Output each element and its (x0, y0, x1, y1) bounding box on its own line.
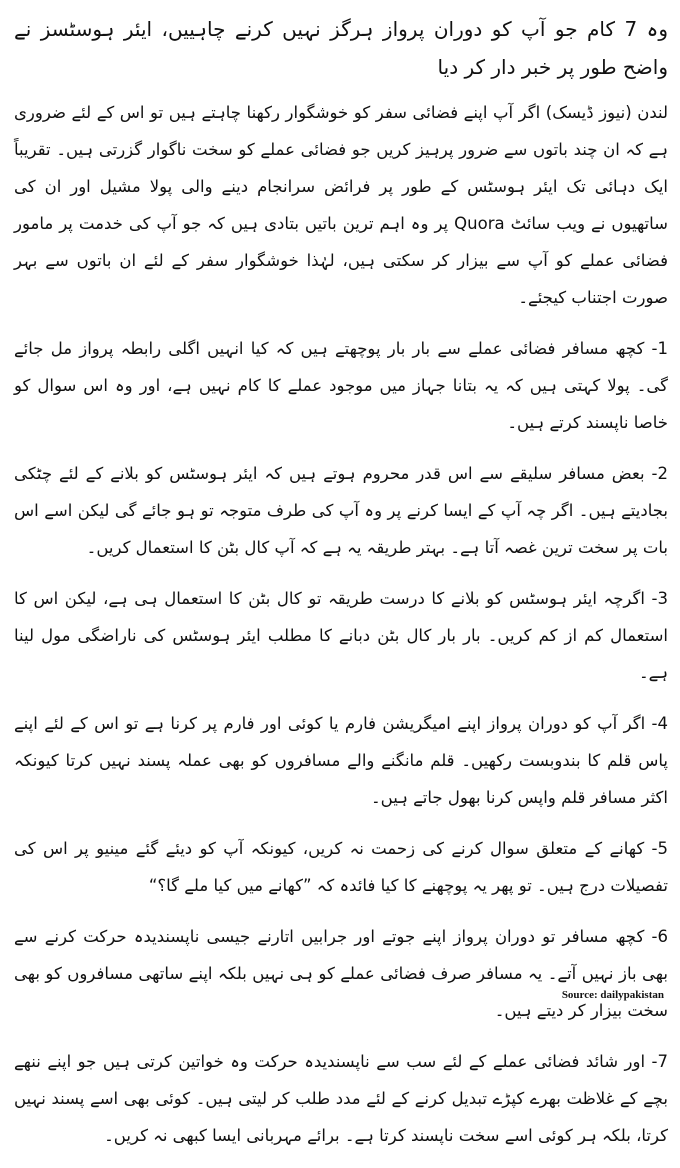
article-intro: لندن (نیوز ڈیسک) اگر آپ اپنے فضائی سفر کو خوشگوار رکھنا چاہتے ہیں تو اس کے لئے ضروری ہے کہ ان چند باتوں سے ضرور پرہیز کریں جو فضائی عملے کو سخت ناگوار گزرتی ہیں۔ تقریباً ایک دہائی تک ایئر ہوسٹس کے طور پر فرائض سرانجام دینے والی پولا مشیل اور ان کی ساتھیوں نے ویب سائٹ Quora پر وہ اہم ترین باتیں بتادی ہیں کہ جو آپ کی خدمت پر مامور فضائی عملے کو آپ سے بیزار کر سکتی ہیں، لہٰذا خوشگوار سفر کے لئے ان باتوں سے بہر صورت اجتناب کیجئے۔ (14, 103, 668, 307)
article-point-1: 1- کچھ مسافر فضائی عملے سے بار بار پوچھتے ہیں کہ کیا انہیں اگلی رابطہ پرواز مل جائے گی۔ پولا کہتی ہیں کہ یہ بتانا جہاز میں موجود عملے کا کام نہیں ہے، اور وہ اس سوال کو خاصا ناپسند کرتے ہیں۔ (14, 339, 668, 432)
article-point-4: 4- اگر آپ کو دوران پرواز اپنے امیگریشن فارم یا کوئی اور فارم پر کرنا ہے تو اس کے لئے اپنے پاس قلم کا بندوبست رکھیں۔ قلم مانگنے والے مسافروں کو بھی عملہ پسند نہیں کرتا کیونکہ اکثر مسافر قلم واپس کرنا بھول جاتے ہیں۔ (14, 714, 668, 807)
article-point-5: 5- کھانے کے متعلق سوال کرنے کی زحمت نہ کریں، کیونکہ آپ کو دیئے گئے مینیو پر اس کی تفصیلات درج ہیں۔ تو پھر یہ پوچھنے کا کیا فائدہ کہ ”کھانے میں کیا ملے گا؟“ (14, 839, 668, 895)
article-title: وہ 7 کام جو آپ کو دوران پرواز ہرگز نہیں کرنے چاہییں، ایئر ہوسٹسز نے واضح طور پر خبر دار کر دیا (14, 17, 669, 79)
article-point-7: 7- اور شائد فضائی عملے کے لئے سب سے ناپسندیدہ حرکت وہ خواتین کرتی ہیں جو اپنے ننھے بچے کے غلاظت بھرے کپڑے تبدیل کرنے کے لئے مدد طلب کر لیتی ہیں۔ کوئی بھی اسے پسند نہیں کرتا، بلکہ ہر کوئی اسے سخت ناپسند کرتا ہے۔ برائے مہربانی ایسا کبھی نہ کریں۔ (14, 1052, 668, 1145)
article-point-2: 2- بعض مسافر سلیقے سے اس قدر محروم ہوتے ہیں کہ ایئر ہوسٹس کو بلانے کے لئے چٹکی بجادیتے ہیں۔ اگر چہ آپ کے ایسا کرنے پر وہ آپ کی طرف متوجہ تو ہو جائے گی لیکن اسے اس بات پر سخت ترین غصہ آتا ہے۔ بہتر طریقہ یہ ہے کہ آپ کال بٹن کا استعمال کریں۔ (14, 464, 668, 557)
article-point-6: 6- کچھ مسافر تو دوران پرواز اپنے جوتے اور جرابیں اتارنے جیسی ناپسندیدہ حرکت کرنے سے بھی باز نہیں آتے۔ یہ مسافر صرف فضائی عملے کو ہی نہیں بلکہ اپنے ساتھی مسافروں کو بھی سخت بیزار کر دیتے ہیں۔ (14, 927, 668, 1020)
article-point-3: 3- اگرچہ ایئر ہوسٹس کو بلانے کا درست طریقہ تو کال بٹن کا استعمال ہی ہے، لیکن اس کا استعمال کم از کم کریں۔ بار بار کال بٹن دبانے کا مطلب ایئر ہوسٹس کی ناراضگی مول لینا ہے۔ (14, 589, 668, 682)
source-credit: Source: dailypakistan (561, 989, 664, 1001)
